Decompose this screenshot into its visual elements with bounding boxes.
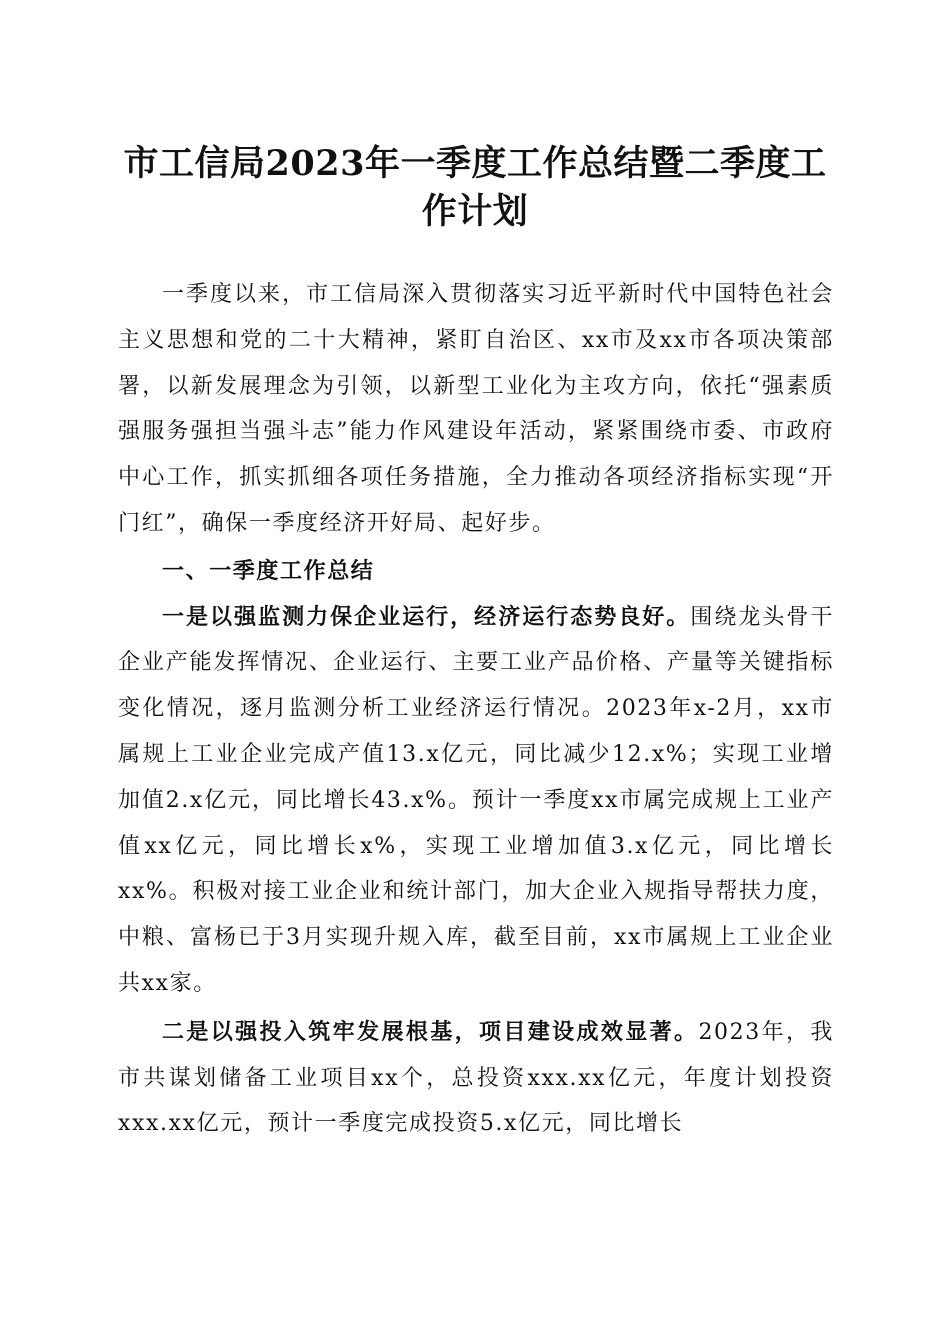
title-line-1: 市工信局2023年一季度工作总结暨二季度工: [123, 143, 827, 184]
intro-paragraph: 一季度以来，市工信局深入贯彻落实习近平新时代中国特色社会主义思想和党的二十大精神，紧盯自治区、xx市及xx市各项决策部署，以新发展理念为引领，以新型工业化为主攻方向，依托“强素质强服务强担当强斗志”能力作风建设年活动，紧紧围绕市委、市政府中心工作，抓实抓细各项任务措施，全力推动各项经济指标实现“开门红”，确保一季度经济开好局、起好步。: [118, 282, 834, 536]
document-body: [118, 272, 834, 1147]
point-1-paragraph: [118, 595, 834, 1007]
point-2-lead: 二是以强投入筑牢发展根基，项目建设成效显著。: [162, 1018, 699, 1045]
point-1-body: 围绕龙头骨干企业产能发挥情况、企业运行、主要工业产品价格、产量等关键指标变化情况，逐月监测分析工业经济运行情况。2023年x-2月，xx市属规上工业企业完成产值13.x亿元，同比减少12.x%；实现工业增加值2.x亿元，同比增长43.x%。预计一季度xx市属完成规上工业产值xx亿元，同比增长x%，实现工业增加值3.x亿元，同比增长xx%。积极对接工业企业和统计部门，加大企业入规指导帮扶力度，中粮、富杨已于3月实现升规入库，截至目前，xx市属规上工业企业共xx家。: [118, 604, 835, 996]
title-line-2: 作计划: [421, 191, 529, 232]
document-title: [118, 140, 832, 236]
section-heading: 一、一季度工作总结: [162, 557, 375, 584]
point-2-paragraph: [118, 1010, 834, 1147]
point-1-lead: 一是以强监测力保企业运行，经济运行态势良好。: [162, 603, 691, 630]
point-2-body: 2023年，我市共谋划储备工业项目xx个，总投资xxx.xx亿元，年度计划投资xxx.xx亿元，预计一季度完成投资5.x亿元，同比增长: [118, 1019, 834, 1137]
